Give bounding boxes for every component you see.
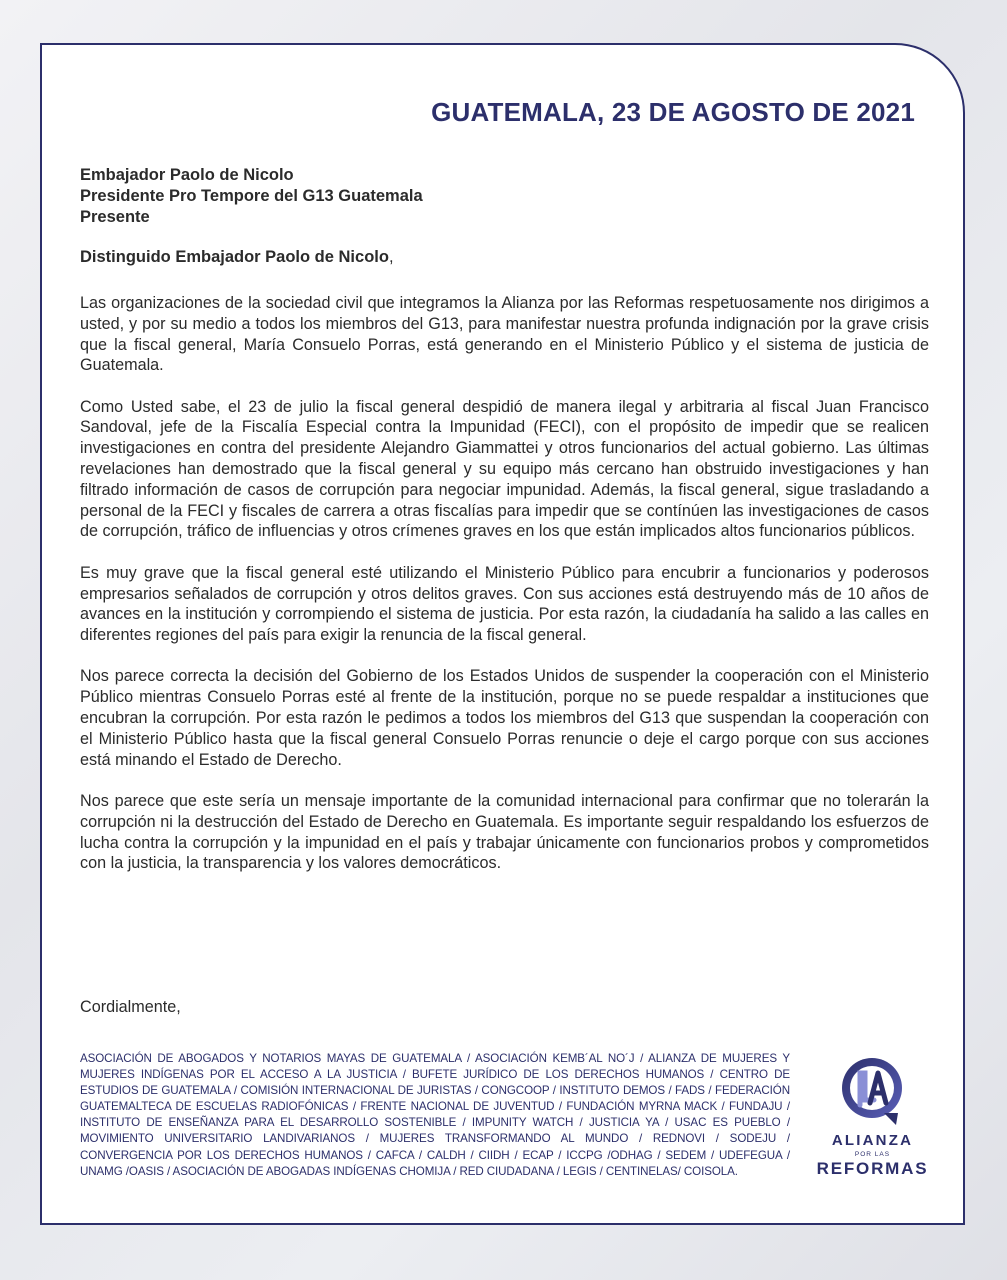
alianza-logo xyxy=(810,1055,935,1185)
body-paragraph-4: Nos parece correcta la decisión del Gobierno de los Estados Unidos de suspender la cooperación con el Ministerio Público mientras Consuelo Porras esté al frente de la institución, porque no se puede respaldar a instituciones que encubran la corrupción. Por esta razón le pedimos a todos los miembros del G13 que suspendan la cooperación con el Ministerio Público hasta que la fiscal general Consuelo Porras renuncie o deje el cargo porque con sus acciones está minando el Estado de Derecho. xyxy=(80,667,929,769)
recipient-block xyxy=(80,165,920,228)
recipient-presente: Presente xyxy=(80,208,150,226)
salutation xyxy=(80,248,394,267)
recipient-name: Embajador Paolo de Nicolo xyxy=(80,166,294,184)
letter-body xyxy=(80,293,929,895)
letter-card xyxy=(40,43,965,1225)
body-paragraph-3: Es muy grave que la fiscal general esté utilizando el Ministerio Público para encubrir a funcionarios y poderosos empresarios señalados de corrupción y otros delitos graves. Con sus acciones está destruyendo más de 10 años de avances en la institución y corrompiendo el sistema de justicia. Por esta razón, la ciudadanía ha salido a las calles en diferentes regiones del país para exigir la renuncia de la fiscal general. xyxy=(80,563,929,645)
salutation-punct: , xyxy=(388,248,394,266)
letter-date: GUATEMALA, 23 DE AGOSTO DE 2021 xyxy=(431,97,915,127)
logo-text-reformas: REFORMAS xyxy=(816,1159,929,1178)
signatory-organizations: ASOCIACIÓN DE ABOGADOS Y NOTARIOS MAYAS DE GUATEMALA / ASOCIACIÓN KEMB´AL NO´J / ALIANZA DE MUJERES Y MUJERES INDÍGENAS POR EL ACCESO A LA JUSTICIA / BUFETE JURÍDICO DE LOS DERECHOS HUMANOS / CENTRO DE ESTUDIOS DE GUATEMALA / COMISIÓN INTERNACIONAL DE JURISTAS / CONGCOOP / INSTITUTO DEMOS / FADS / FEDERACIÓN GUATEMALTECA DE ESCUELAS RADIOFÓNICAS / FRENTE NACIONAL DE JUVENTUD / FUNDACIÓN MYRNA MACK / FUNDAJU / INSTITUTO DE ENSEÑANZA PARA EL DESARROLLO SOSTENIBLE / IMPUNITY WATCH / JUSTICIA YA / USAC ES PUEBLO / MOVIMIENTO UNIVERSITARIO LANDIVARIANOS / MUJERES TRANSFORMANDO AL MUNDO / REDNOVI / SODEJU / CONVERGENCIA POR LOS DERECHOS HUMANOS / CAFCA / CALDH / CIIDH / ECAP / ICCPG /ODHAG / SEDEM / UDEFEGUA / UNAMG /OASIS / ASOCIACIÓN DE ABOGADAS INDÍGENAS CHOMIJA / RED CIUDADANA / LEGIS / CENTINELAS/ COISOLA. xyxy=(80,1052,790,1178)
logo-text-alianza: ALIANZA xyxy=(831,1132,914,1149)
body-paragraph-5: Nos parece que este sería un mensaje importante de la comunidad internacional para confirmar que no tolerarán la corrupción ni la destrucción del Estado de Derecho en Guatemala. Es importante seguir respaldando los esfuerzos de lucha contra la corrupción y la impunidad en el país y trabajar únicamente con funcionarios probos y comprometidos con la justicia, la transparencia y los valores democráticos. xyxy=(80,791,929,873)
salutation-text: Distinguido Embajador Paolo de Nicolo xyxy=(80,248,389,266)
body-paragraph-1: Las organizaciones de la sociedad civil que integramos la Alianza por las Reformas respetuosamente nos dirigimos a usted, y por su medio a todos los miembros del G13, para manifestar nuestra profunda indignación por la grave crisis que la fiscal general, María Consuelo Porras, está generando en el Ministerio Público y el sistema de justicia de Guatemala. xyxy=(80,294,929,375)
recipient-title: Presidente Pro Tempore del G13 Guatemala xyxy=(80,187,423,205)
closing: Cordialmente, xyxy=(80,998,181,1016)
body-paragraph-2: Como Usted sabe, el 23 de julio la fiscal general despidió de manera ilegal y arbitraria al fiscal Juan Francisco Sandoval, jefe de la Fiscalía Especial contra la Impunidad (FECI), con el propósito de impedir que se realicen investigaciones en contra del presidente Alejandro Giammattei y otros funcionarios del actual gobierno. Las últimas revelaciones han demostrado que la fiscal general y su equipo más cercano han obstruido investigaciones y han filtrado información de casos de corrupción para negociar impunidad. Además, la fiscal general, sigue trasladando a personal de la FECI y fiscales de carrera a otras fiscalías para impedir que se contínúen las investigaciones de casos de corrupción, tráfico de influencias y otros crímenes graves en los que están implicados altos funcionarios públicos. xyxy=(80,397,929,541)
logo-text-por-las: POR LAS xyxy=(854,1151,891,1158)
alianza-logo-mark-icon xyxy=(838,1055,906,1127)
